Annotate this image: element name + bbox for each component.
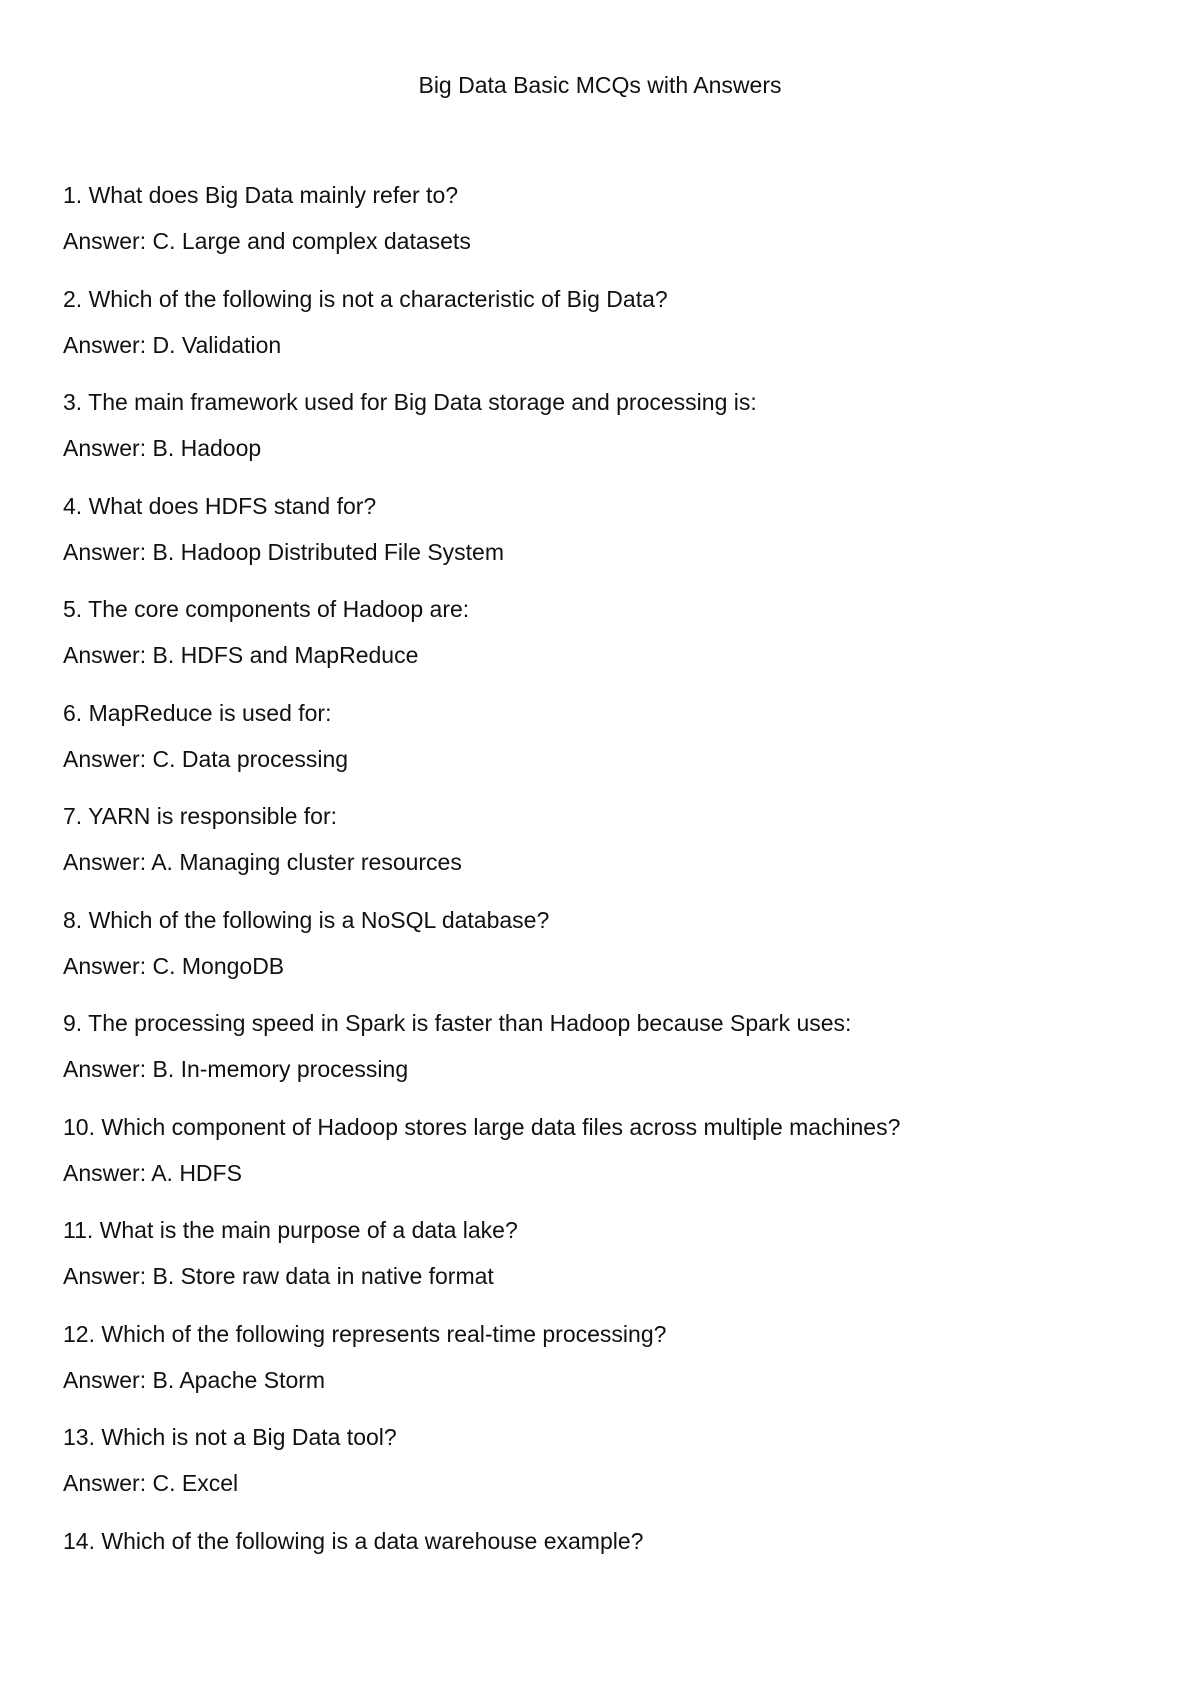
question-text: 5. The core components of Hadoop are: — [63, 596, 470, 622]
answer-text: Answer: B. Store raw data in native format — [63, 1263, 494, 1289]
answer-text: Answer: B. Apache Storm — [63, 1366, 326, 1393]
question-text: 3. The main framework used for Big Data storage and processing is: — [63, 389, 757, 415]
question-text: 4. What does HDFS stand for? — [63, 492, 377, 519]
question-text: 7. YARN is responsible for: — [63, 803, 337, 829]
question-item-13 — [63, 1422, 1143, 1526]
question-text: 1. What does Big Data mainly refer to? — [63, 182, 459, 208]
question-text: 10. Which component of Hadoop stores large data files across multiple machines? — [63, 1113, 901, 1140]
question-item-14 — [63, 1526, 1143, 1630]
question-item-9 — [63, 1008, 1143, 1112]
page-title: Big Data Basic MCQs with Answers — [418, 72, 782, 98]
question-item-4 — [63, 491, 1143, 595]
question-text: 2. Which of the following is not a characteristic of Big Data? — [63, 285, 668, 312]
question-text: 13. Which is not a Big Data tool? — [63, 1424, 397, 1450]
answer-text: Answer: C. Large and complex datasets — [63, 228, 471, 254]
answer-text: Answer: B. In-memory processing — [63, 1056, 409, 1082]
question-item-12 — [63, 1319, 1143, 1423]
question-item-6 — [63, 698, 1143, 802]
question-text: 11. What is the main purpose of a data lake? — [63, 1217, 518, 1243]
answer-text: Answer: A. HDFS — [63, 1159, 242, 1186]
question-text: 8. Which of the following is a NoSQL database? — [63, 906, 550, 933]
answer-text: Answer: A. Managing cluster resources — [63, 849, 462, 875]
question-text: 14. Which of the following is a data warehouse example? — [63, 1527, 644, 1554]
question-item-1 — [63, 180, 1143, 284]
question-item-11 — [63, 1215, 1143, 1319]
question-text: 6. MapReduce is used for: — [63, 699, 332, 726]
question-item-7 — [63, 801, 1143, 905]
question-item-8 — [63, 905, 1143, 1009]
answer-text: Answer: B. Hadoop — [63, 435, 262, 461]
question-text: 9. The processing speed in Spark is faster than Hadoop because Spark uses: — [63, 1010, 852, 1036]
question-item-10 — [63, 1112, 1143, 1216]
answer-text: Answer: D. Validation — [63, 331, 282, 358]
question-item-3 — [63, 387, 1143, 491]
answer-text: Answer: B. HDFS and MapReduce — [63, 642, 419, 668]
question-item-2 — [63, 284, 1143, 388]
question-text: 12. Which of the following represents real-time processing? — [63, 1320, 667, 1347]
answer-text: Answer: B. Hadoop Distributed File System — [63, 538, 505, 565]
question-list — [63, 180, 1143, 1629]
answer-text: Answer: C. MongoDB — [63, 952, 285, 979]
answer-text: Answer: C. Excel — [63, 1470, 239, 1496]
answer-text: Answer: C. Data processing — [63, 745, 349, 772]
question-item-5 — [63, 594, 1143, 698]
